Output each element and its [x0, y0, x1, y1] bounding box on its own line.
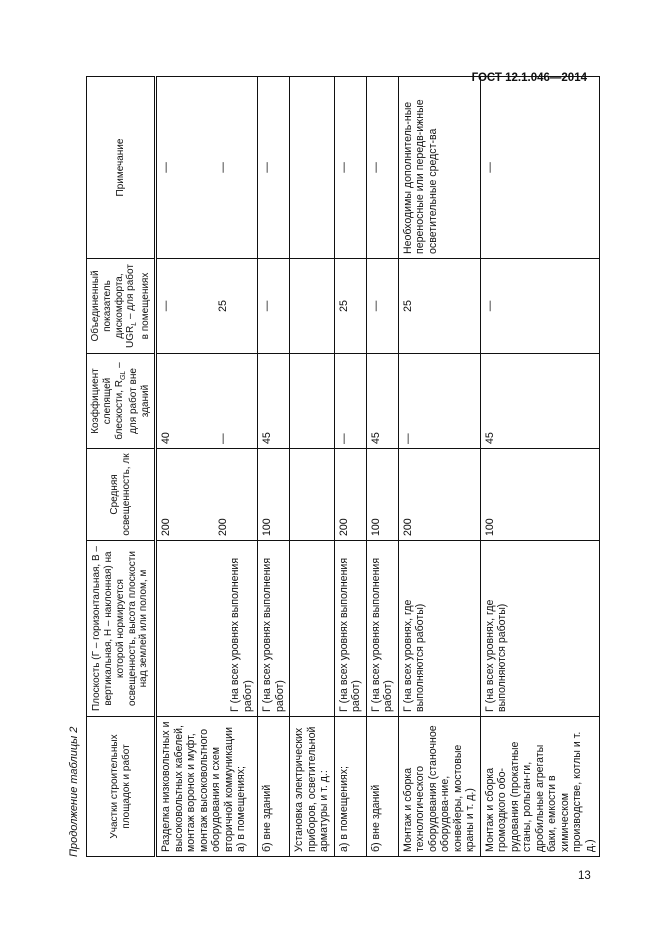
- table-row: [258, 77, 290, 857]
- cell-site: Монтаж и сборка громоздкого обо-рудования (прокатные станы, рольган-ги, дробильные агрегаты баки, емкости в химическом производстве, котлы и т. д.): [480, 717, 600, 857]
- cell-ugr: 25: [334, 259, 366, 354]
- table-row: [366, 77, 398, 857]
- cell-ugr: 25: [398, 259, 480, 354]
- cell-lux: 200 200: [156, 449, 258, 541]
- cell-glare: —: [398, 354, 480, 449]
- cell-site: а) в помещениях;: [334, 717, 366, 857]
- table-row: [290, 77, 335, 857]
- cell-glare: 45: [366, 354, 398, 449]
- cell-plane: [290, 541, 335, 717]
- cell-plane: Г (на всех уровнях выполнения работ): [366, 541, 398, 717]
- cell-site: б) вне зданий: [366, 717, 398, 857]
- cell-site: б) вне зданий: [258, 717, 290, 857]
- cell-ugr: —: [258, 259, 290, 354]
- cell-site: Установка электрических приборов, осветительной арматуры и т. д.:: [290, 717, 335, 857]
- table-caption: Продолжение таблицы 2: [68, 726, 80, 857]
- cell-lux: 100: [480, 449, 600, 541]
- header-plane: Плоскость (Г – горизонтальная, В – вертикальная, Н – наклонная) на которой нормируется освещенность, высота плоскости над землей или полом, м: [87, 541, 156, 717]
- table-row: [334, 77, 366, 857]
- page-number: 13: [578, 870, 591, 882]
- cell-note: —: [366, 77, 398, 259]
- cell-lux: [290, 449, 335, 541]
- cell-ugr: — 25: [156, 259, 258, 354]
- cell-plane: Г (на всех уровнях выполнения работ): [334, 541, 366, 717]
- header-illuminance: Средняя освещенность, лк: [87, 449, 156, 541]
- header-site: Участки строительных площадок и работ: [87, 717, 156, 857]
- table-row: [156, 77, 258, 857]
- cell-glare: 40 —: [156, 354, 258, 449]
- standard-number: ГОСТ 12.1.046—2014: [471, 72, 587, 84]
- cell-note: —: [334, 77, 366, 259]
- cell-lux: 100: [258, 449, 290, 541]
- header-glare: Коэффициент слепящей блескости, $R_{GL}$ – для работ вне зданий: [87, 354, 156, 449]
- cell-note: — —: [156, 77, 258, 259]
- cell-lux: 200: [334, 449, 366, 541]
- table-header-row: [87, 77, 156, 857]
- cell-ugr: —: [366, 259, 398, 354]
- header-note: Примечание: [87, 77, 156, 259]
- cell-glare: —: [334, 354, 366, 449]
- cell-plane: Г (на всех уровнях выполнения работ): [258, 541, 290, 717]
- cell-note: —: [258, 77, 290, 259]
- cell-note: —: [480, 77, 600, 259]
- cell-glare: 45: [258, 354, 290, 449]
- cell-ugr: [290, 259, 335, 354]
- cell-lux: 100: [366, 449, 398, 541]
- cell-note: Необходимы дополнитель-ные переносные или передв-ижные осветительные средст-ва: [398, 77, 480, 259]
- cell-site: Разделка низковольтных и высоковольтных кабелей, монтаж воронок и муфт, монтаж высоковольтного оборудования и схем вторичной коммуникации а) в помещениях;: [156, 717, 258, 857]
- cell-glare: [290, 354, 335, 449]
- table-row: [398, 77, 480, 857]
- cell-note: [290, 77, 335, 259]
- cell-plane: Г (на всех уровнях, где выполняются работы): [480, 541, 600, 717]
- cell-plane: Г (на всех уровнях, где выполняются работы): [398, 541, 480, 717]
- cell-ugr: —: [480, 259, 600, 354]
- cell-glare: 45: [480, 354, 600, 449]
- cell-lux: 200: [398, 449, 480, 541]
- cell-site: Монтаж и сборка технологического оборудования (станочное оборудова-ние, конвейеры, мостовые краны и т. д.): [398, 717, 480, 857]
- cell-plane: Г (на всех уровнях выполнения работ): [156, 541, 258, 717]
- lighting-table: [86, 76, 600, 857]
- header-ugr: Объединенный показатель дискомфорта, $UGR_L$ – для работ в помещениях: [87, 259, 156, 354]
- table-row: [480, 77, 600, 857]
